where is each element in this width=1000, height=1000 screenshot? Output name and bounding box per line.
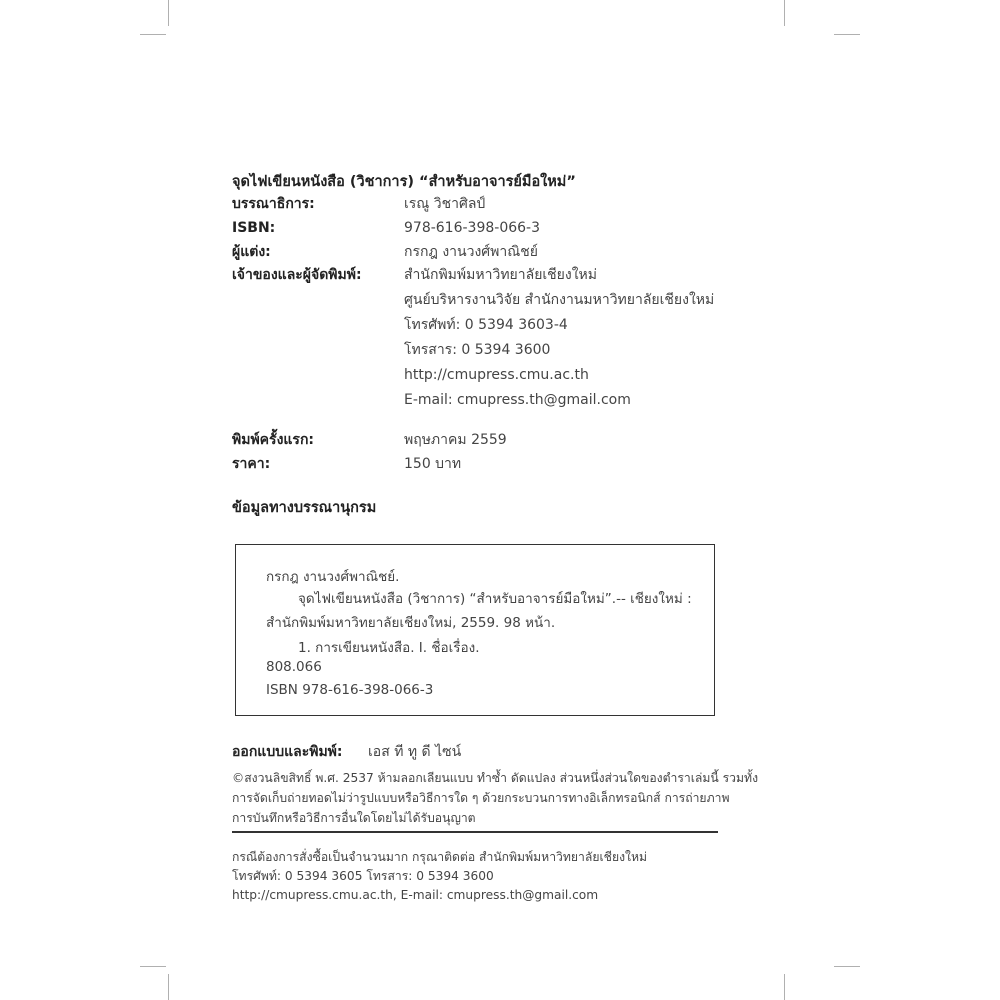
publisher-email: E-mail: cmupress.th@gmail.com [404, 392, 631, 408]
divider [232, 831, 718, 833]
publisher-unit: ศูนย์บริหารงานวิจัย สำนักงานมหาวิทยาลัยเชียงใหม่ [404, 292, 715, 308]
crop-mark-top-left [168, 0, 169, 26]
contact-line: โทรศัพท์: 0 5394 3605 โทรสาร: 0 5394 3600 [232, 869, 494, 883]
price-label: ราคา: [232, 456, 271, 472]
copyright-line: การบันทึกหรือวิธีการอื่นใดโดยไม่ได้รับอนุญาต [232, 811, 476, 825]
contact-line: กรณีต้องการสั่งซื้อเป็นจำนวนมาก กรุณาติดต่อ สำนักพิมพ์มหาวิทยาลัยเชียงใหม่ [232, 850, 648, 864]
editor-value: เรณู วิชาศิลป์ [404, 196, 486, 212]
publisher-label: เจ้าของและผู้จัดพิมพ์: [232, 267, 362, 283]
crop-mark-left-bottom [140, 966, 166, 967]
publisher-details [404, 263, 714, 413]
copyright-line: ©สงวนลิขสิทธิ์ พ.ศ. 2537 ห้ามลอกเลียนแบบ ทำซ้ำ ดัดแปลง ส่วนหนึ่งส่วนใดของตำราเล่มนี้ รวมทั้ง [232, 771, 759, 785]
publisher-website: http://cmupress.cmu.ac.th [404, 367, 589, 383]
crop-mark-bottom-right [784, 974, 785, 1000]
author-label: ผู้แต่ง: [232, 244, 271, 260]
catalog-heading: ข้อมูลทางบรรณานุกรม [232, 500, 377, 516]
book-title: จุดไฟเขียนหนังสือ (วิชาการ) “สำหรับอาจารย์มือใหม่” [232, 174, 576, 190]
crop-mark-bottom-left [168, 974, 169, 1000]
catalog-publisher: สำนักพิมพ์มหาวิทยาลัยเชียงใหม่, 2559. 98 หน้า. [266, 615, 556, 631]
price-value: 150 บาท [404, 456, 462, 472]
catalog-title: จุดไฟเขียนหนังสือ (วิชาการ) “สำหรับอาจารย์มือใหม่”.-- เชียงใหม่ : [298, 591, 692, 607]
catalog-subject: 1. การเขียนหนังสือ. I. ชื่อเรื่อง. [298, 640, 480, 656]
contact-line: http://cmupress.cmu.ac.th, E-mail: cmupress.th@gmail.com [232, 888, 599, 902]
copyright-notice [232, 768, 759, 828]
crop-mark-right-top [834, 34, 860, 35]
crop-mark-left-top [140, 34, 166, 35]
crop-mark-top-right [784, 0, 785, 26]
isbn-value: 978-616-398-066-3 [404, 220, 541, 236]
catalog-box [235, 544, 715, 716]
order-contact [232, 848, 647, 905]
publisher-phone: โทรศัพท์: 0 5394 3603-4 [404, 317, 568, 333]
editor-label: บรรณาธิการ: [232, 196, 315, 212]
publisher-name: สำนักพิมพ์มหาวิทยาลัยเชียงใหม่ [404, 267, 598, 283]
catalog-author: กรกฎ งานวงศ์พาณิชย์. [266, 569, 400, 585]
catalog-isbn: ISBN 978-616-398-066-3 [266, 682, 434, 698]
author-value: กรกฎ งานวงศ์พาณิชย์ [404, 244, 538, 260]
isbn-label: ISBN: [232, 220, 276, 236]
design-label: ออกแบบและพิมพ์: [232, 744, 343, 760]
first-print-label: พิมพ์ครั้งแรก: [232, 432, 315, 448]
copyright-line: การจัดเก็บถ่ายทอดไม่ว่ารูปแบบหรือวิธีการใด ๆ ด้วยกระบวนการทางอิเล็กทรอนิกส์ การถ่ายภาพ [232, 791, 730, 805]
crop-mark-right-bottom [834, 966, 860, 967]
first-print-value: พฤษภาคม 2559 [404, 432, 507, 448]
publisher-fax: โทรสาร: 0 5394 3600 [404, 342, 551, 358]
design-row [232, 741, 462, 763]
catalog-class-number: 808.066 [266, 659, 322, 675]
design-value: เอส ที ทู ดี ไซน์ [368, 744, 462, 760]
